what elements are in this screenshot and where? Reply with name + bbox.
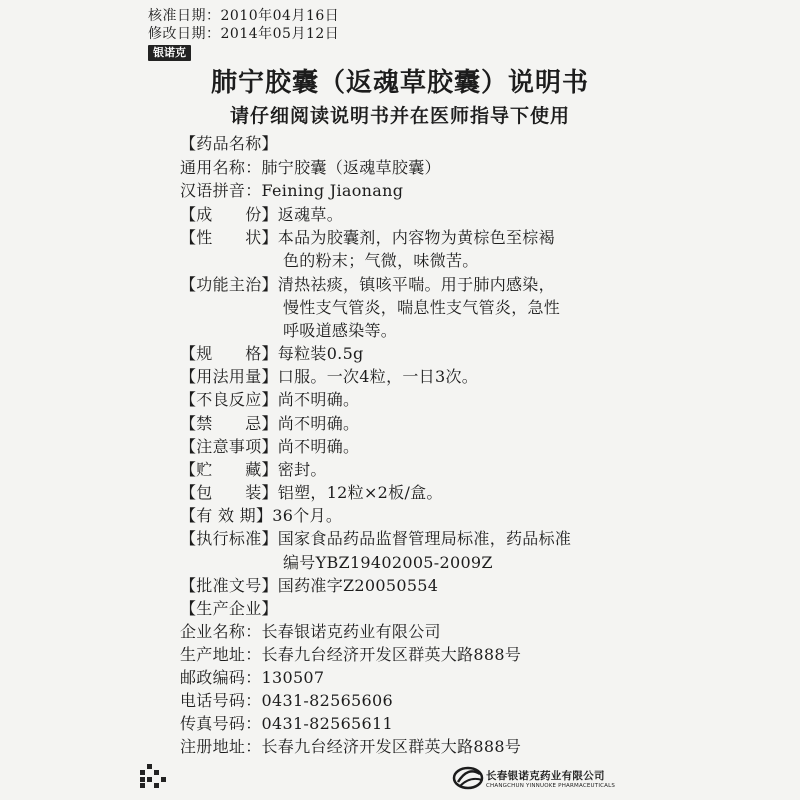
standard-continued: 编号YBZ19402005-2009Z xyxy=(283,553,493,572)
production-address-line: 生产地址：长春九台经济开发区群英大路888号 xyxy=(180,645,522,664)
document-title: 肺宁胶囊（返魂草胶囊）说明书 xyxy=(210,68,589,98)
registered-address-line: 注册地址：长春九台经济开发区群英大路888号 xyxy=(180,737,522,756)
indications-continued-1: 慢性支气管炎，喘息性支气管炎，急性 xyxy=(283,298,561,317)
contraindications-line: 【禁 忌】尚不明确。 xyxy=(180,414,360,433)
document-subtitle: 请仔细阅读说明书并在医师指导下使用 xyxy=(229,105,570,127)
description-line: 【性 状】本品为胶囊剂，内容物为黄棕色至棕褐 xyxy=(180,228,555,247)
description-continued: 色的粉末；气微，味微苦。 xyxy=(283,251,479,270)
section-drug-name: 【药品名称】 xyxy=(180,134,278,153)
ingredients-line: 【成 份】返魂草。 xyxy=(180,205,344,224)
phone-line: 电话号码：0431-82565606 xyxy=(180,691,393,710)
storage-line: 【贮 藏】密封。 xyxy=(180,460,327,479)
indications-continued-2: 呼吸道感染等。 xyxy=(283,321,398,340)
precautions-line: 【注意事项】尚不明确。 xyxy=(180,437,360,456)
footer-company-name: 长春银诺克药业有限公司 xyxy=(486,770,605,782)
indications-line: 【功能主治】清热祛痰，镇咳平喘。用于肺内感染， xyxy=(180,275,555,294)
packaging-line: 【包 装】铝塑，12粒×2板/盒。 xyxy=(180,483,443,502)
generic-name-line: 通用名称：肺宁胶囊（返魂草胶囊） xyxy=(180,158,441,177)
revision-date: 修改日期：2014年05月12日 xyxy=(148,26,340,42)
company-name-line: 企业名称：长春银诺克药业有限公司 xyxy=(180,622,441,641)
brand-logo: 银诺克 xyxy=(148,45,191,61)
footer-company-english: CHANGCHUN YINNUOKE PHARMACEUTICALS xyxy=(486,783,616,789)
approval-number-line: 【批准文号】国药准字Z20050554 xyxy=(180,576,439,595)
standard-line: 【执行标准】国家食品药品监督管理局标准，药品标准 xyxy=(180,529,572,548)
postal-code-line: 邮政编码：130507 xyxy=(180,668,325,687)
fax-line: 传真号码：0431-82565611 xyxy=(180,714,393,733)
approval-date: 核准日期：2010年04月16日 xyxy=(148,8,340,24)
dosage-line: 【用法用量】口服。一次4粒，一日3次。 xyxy=(180,367,479,386)
pixel-mark-icon xyxy=(140,764,166,788)
adverse-reactions-line: 【不良反应】尚不明确。 xyxy=(180,390,360,409)
pinyin-line: 汉语拼音：Feining Jiaonang xyxy=(180,181,404,200)
specification-line: 【规 格】每粒装0.5g xyxy=(180,344,364,363)
section-manufacturer: 【生产企业】 xyxy=(180,599,278,618)
validity-line: 【有 效 期】36个月。 xyxy=(180,506,343,525)
